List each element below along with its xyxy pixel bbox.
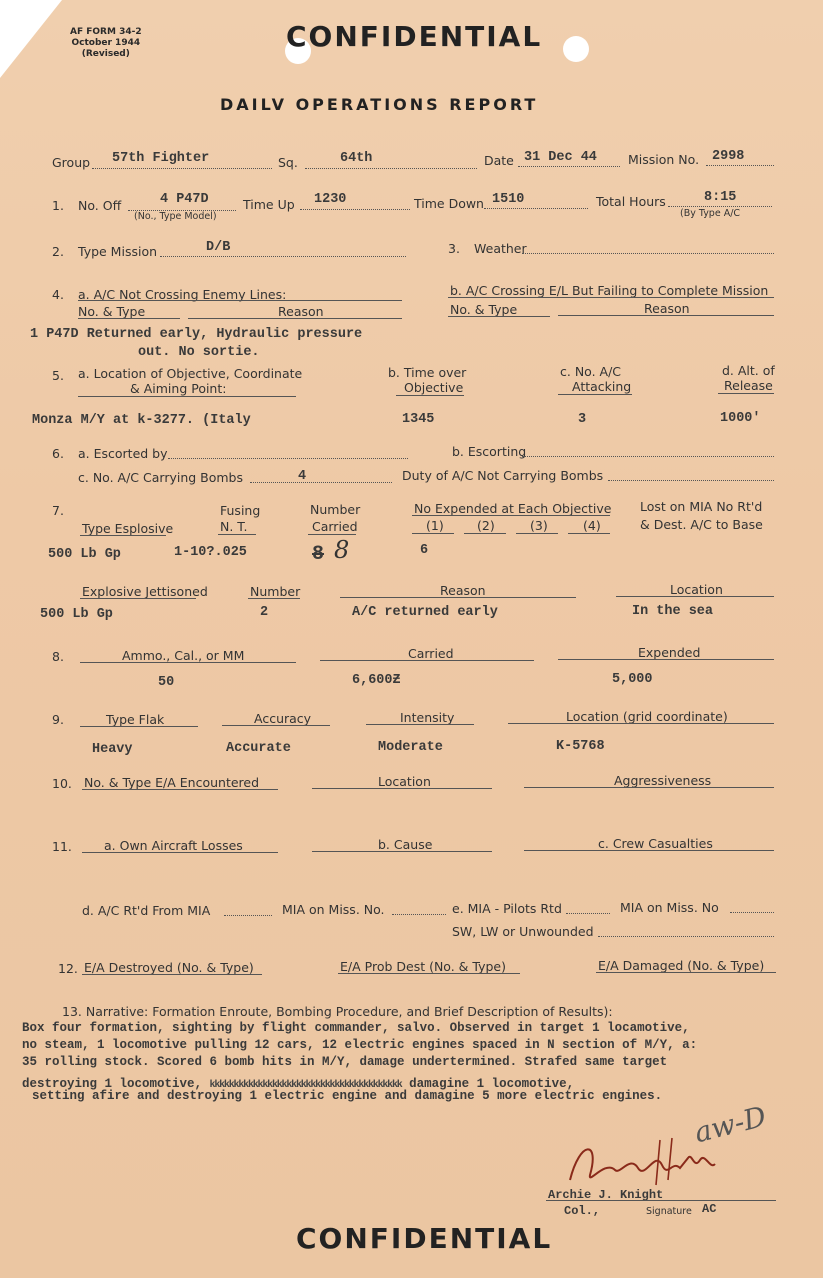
s4-b-label: b. A/C Crossing E/L But Failing to Complete Mission (450, 283, 769, 298)
time-down-label: Time Down (414, 196, 484, 211)
fusing-value: 1-10?.025 (174, 545, 247, 560)
rtd-from-mia-label: d. A/C Rt'd From MIA (82, 903, 211, 918)
initials-handwritten: aw-D (691, 1099, 770, 1150)
s5-time-value: 1345 (402, 412, 435, 427)
jett-location-label: Location (670, 582, 723, 597)
no-off-value: 4 P47D (160, 192, 209, 207)
s4-entry-line1: 1 P47D Returned early, Hydraulic pressure (30, 327, 363, 342)
no-off-sub: (No., Type Model) (134, 211, 217, 222)
s5-d-label2: Release (724, 378, 773, 393)
narrative-line2: no steam, 1 locomotive pulling 12 cars, 12 electric engines spaced in N section of M/Y, a: (22, 1038, 698, 1052)
s11-num: 11. (52, 839, 72, 854)
flak-type-label: Type Flak (106, 712, 165, 727)
classification-bottom: CONFIDENTIAL (296, 1222, 553, 1255)
s4-col-no-type-b: No. & Type (450, 302, 518, 317)
s10-num: 10. (52, 776, 72, 791)
narrative-line4-start: destroying 1 locomotive, (22, 1077, 210, 1091)
s6-num: 6. (52, 446, 64, 461)
jett-reason-label: Reason (440, 583, 486, 598)
group-value: 57th Fighter (112, 151, 210, 166)
crew-casualties-label: c. Crew Casualties (598, 836, 713, 851)
sw-lw-label: SW, LW or Unwounded (452, 924, 594, 939)
s5-location-value: Monza M/Y at k-3277. (Italy (32, 413, 251, 428)
jettisoned-label: Explosive Jettisoned (82, 584, 208, 599)
flak-type-value: Heavy (92, 742, 133, 757)
sq-value: 64th (340, 151, 373, 166)
s2-num: 2. (52, 244, 64, 259)
ea-destroyed-label: E/A Destroyed (No. & Type) (84, 960, 254, 975)
ammo-value: 50 (158, 675, 175, 690)
s4-col-no-type: No. & Type (78, 304, 146, 319)
escorting-label: b. Escorting (452, 444, 527, 459)
lost-label1: Lost on MIA No Rt'd (640, 499, 763, 514)
jett-number-value: 2 (260, 605, 269, 620)
carried-handwritten-value: 8 (334, 536, 350, 564)
expended-value: 6 (420, 543, 429, 558)
carried-struck-value: 8 (312, 543, 325, 566)
narrative-line1: Box four formation, sighting by flight commander, salvo. Observed in target 1 locamotive, (22, 1021, 690, 1035)
ea-location-label: Location (378, 774, 431, 789)
jett-number-label: Number (250, 584, 301, 599)
s4-col-reason-b: Reason (644, 301, 690, 316)
explosive-type-value: 500 Lb Gp (48, 547, 121, 562)
narrative-line3: 35 rolling stock. Scored 6 bomb hits in M/Y, damage undertermined. Strafed same target (22, 1055, 668, 1069)
obj-col-3: (3) (530, 518, 548, 533)
form-id-line2: October 1944 (71, 38, 141, 48)
number-label: Number (310, 502, 361, 517)
time-up-label: Time Up (243, 197, 295, 212)
signature-suffix: AC (702, 1202, 717, 1216)
s4-num: 4. (52, 287, 64, 302)
obj-col-2: (2) (477, 518, 495, 533)
s3-num: 3. (448, 241, 460, 256)
s5-num: 5. (52, 368, 64, 383)
ammo-carried-label: Carried (408, 646, 454, 661)
cause-label: b. Cause (378, 837, 433, 852)
s5-c-label1: c. No. A/C (560, 364, 622, 379)
punch-hole-right (563, 36, 589, 62)
s5-a-label1: a. Location of Objective, Coordinate (78, 366, 303, 381)
own-losses-label: a. Own Aircraft Losses (104, 838, 243, 853)
time-up-value: 1230 (314, 192, 347, 207)
group-label: Group (52, 155, 91, 170)
fusing-nt-label: N. T. (220, 519, 248, 534)
flak-accuracy-value: Accurate (226, 741, 291, 756)
ea-damaged-label: E/A Damaged (No. & Type) (598, 958, 765, 973)
carried-label: Carried (312, 519, 358, 534)
lost-label2: & Dest. A/C to Base (640, 517, 763, 532)
narrative-line4-overstrike: kkkkkkkkkkkkkkkkkkkkkkkkkkkkkkkkkkkkkkkk (209, 1080, 402, 1091)
carrying-bombs-value: 4 (298, 469, 307, 484)
jett-type-value: 500 Lb Gp (40, 607, 113, 622)
s12-num: 12. (58, 961, 78, 976)
s5-d-label1: d. Alt. of (722, 363, 775, 378)
date-label: Date (484, 153, 514, 168)
form-id-line1: AF FORM 34-2 (70, 27, 142, 37)
obj-col-1: (1) (426, 518, 444, 533)
s5-b-label1: b. Time over (388, 365, 467, 380)
flak-location-value: K-5768 (556, 739, 605, 754)
mia-miss-label: MIA on Miss. No. (282, 902, 385, 917)
weather-label: Weather (474, 241, 527, 256)
ammo-expended-label: Expended (638, 645, 701, 660)
signer-rank: Col., (564, 1204, 601, 1218)
report-title: DAILV OPERATIONS REPORT (220, 95, 539, 114)
sq-label: Sq. (278, 155, 298, 170)
s7-num: 7. (52, 503, 64, 518)
mission-label: Mission No. (628, 152, 700, 167)
ammo-label: Ammo., Cal., or MM (122, 648, 245, 663)
type-mission-value: D/B (206, 240, 231, 255)
s1-num: 1. (52, 198, 64, 213)
total-hours-value: 8:15 (704, 190, 737, 205)
ea-aggressiveness-label: Aggressiveness (614, 773, 712, 788)
mission-value: 2998 (712, 149, 745, 164)
mia-pilots-label: e. MIA - Pilots Rtd (452, 901, 562, 916)
carrying-bombs-label: c. No. A/C Carrying Bombs (78, 470, 244, 485)
form-id (70, 27, 142, 60)
duty-label: Duty of A/C Not Carrying Bombs (402, 468, 604, 483)
expended-label: No Expended at Each Objective (414, 501, 612, 516)
ea-encountered-label: No. & Type E/A Encountered (84, 775, 260, 790)
type-mission-label: Type Mission (78, 244, 158, 259)
torn-corner (0, 0, 62, 78)
date-value: 31 Dec 44 (524, 150, 597, 165)
narrative-line5: setting afire and destroying 1 electric engine and damagine 5 more electric engines. (32, 1089, 663, 1103)
type-explosive-label: Type Esplosive (82, 521, 174, 536)
total-hours-sub: (By Type A/C (680, 208, 741, 219)
jett-location-value: In the sea (632, 604, 714, 619)
s4-col-reason: Reason (278, 304, 324, 319)
obj-col-4: (4) (583, 518, 601, 533)
no-off-label: No. Off (78, 198, 122, 213)
narrative-line4-end: damagine 1 locomotive, (401, 1077, 575, 1091)
form-id-line3: (Revised) (81, 49, 130, 59)
flak-accuracy-label: Accuracy (254, 711, 312, 726)
flak-intensity-label: Intensity (400, 710, 455, 725)
classification-top: CONFIDENTIAL (286, 20, 543, 53)
signer-name: Archie J. Knight (548, 1188, 664, 1202)
total-hours-label: Total Hours (596, 194, 666, 209)
s9-num: 9. (52, 712, 64, 727)
s4-entry-line2: out. No sortie. (138, 345, 260, 360)
mia-miss2-label: MIA on Miss. No (620, 900, 719, 915)
flak-intensity-value: Moderate (378, 740, 443, 755)
time-down-value: 1510 (492, 192, 525, 207)
s8-num: 8. (52, 649, 64, 664)
s5-release-value: 1000' (720, 411, 761, 426)
s5-b-label2: Objective (404, 380, 464, 395)
fusing-label: Fusing (220, 503, 261, 518)
s4-a-label: a. A/C Not Crossing Enemy Lines: (78, 287, 287, 302)
narrative-label: 13. Narrative: Formation Enroute, Bombing Procedure, and Brief Description of Results): (62, 1004, 613, 1019)
signature-label: Signature (646, 1206, 692, 1217)
s5-a-label2: & Aiming Point: (130, 381, 227, 396)
ammo-carried-value: 6,600Ƶ (352, 673, 401, 688)
ea-prob-label: E/A Prob Dest (No. & Type) (340, 959, 506, 974)
escorted-by-label: a. Escorted by (78, 446, 168, 461)
s5-c-label2: Attacking (572, 379, 632, 394)
jett-reason-value: A/C returned early (352, 605, 498, 620)
s5-attacking-value: 3 (578, 412, 587, 427)
flak-location-label: Location (grid coordinate) (566, 709, 728, 724)
ammo-expended-value: 5,000 (612, 672, 653, 687)
